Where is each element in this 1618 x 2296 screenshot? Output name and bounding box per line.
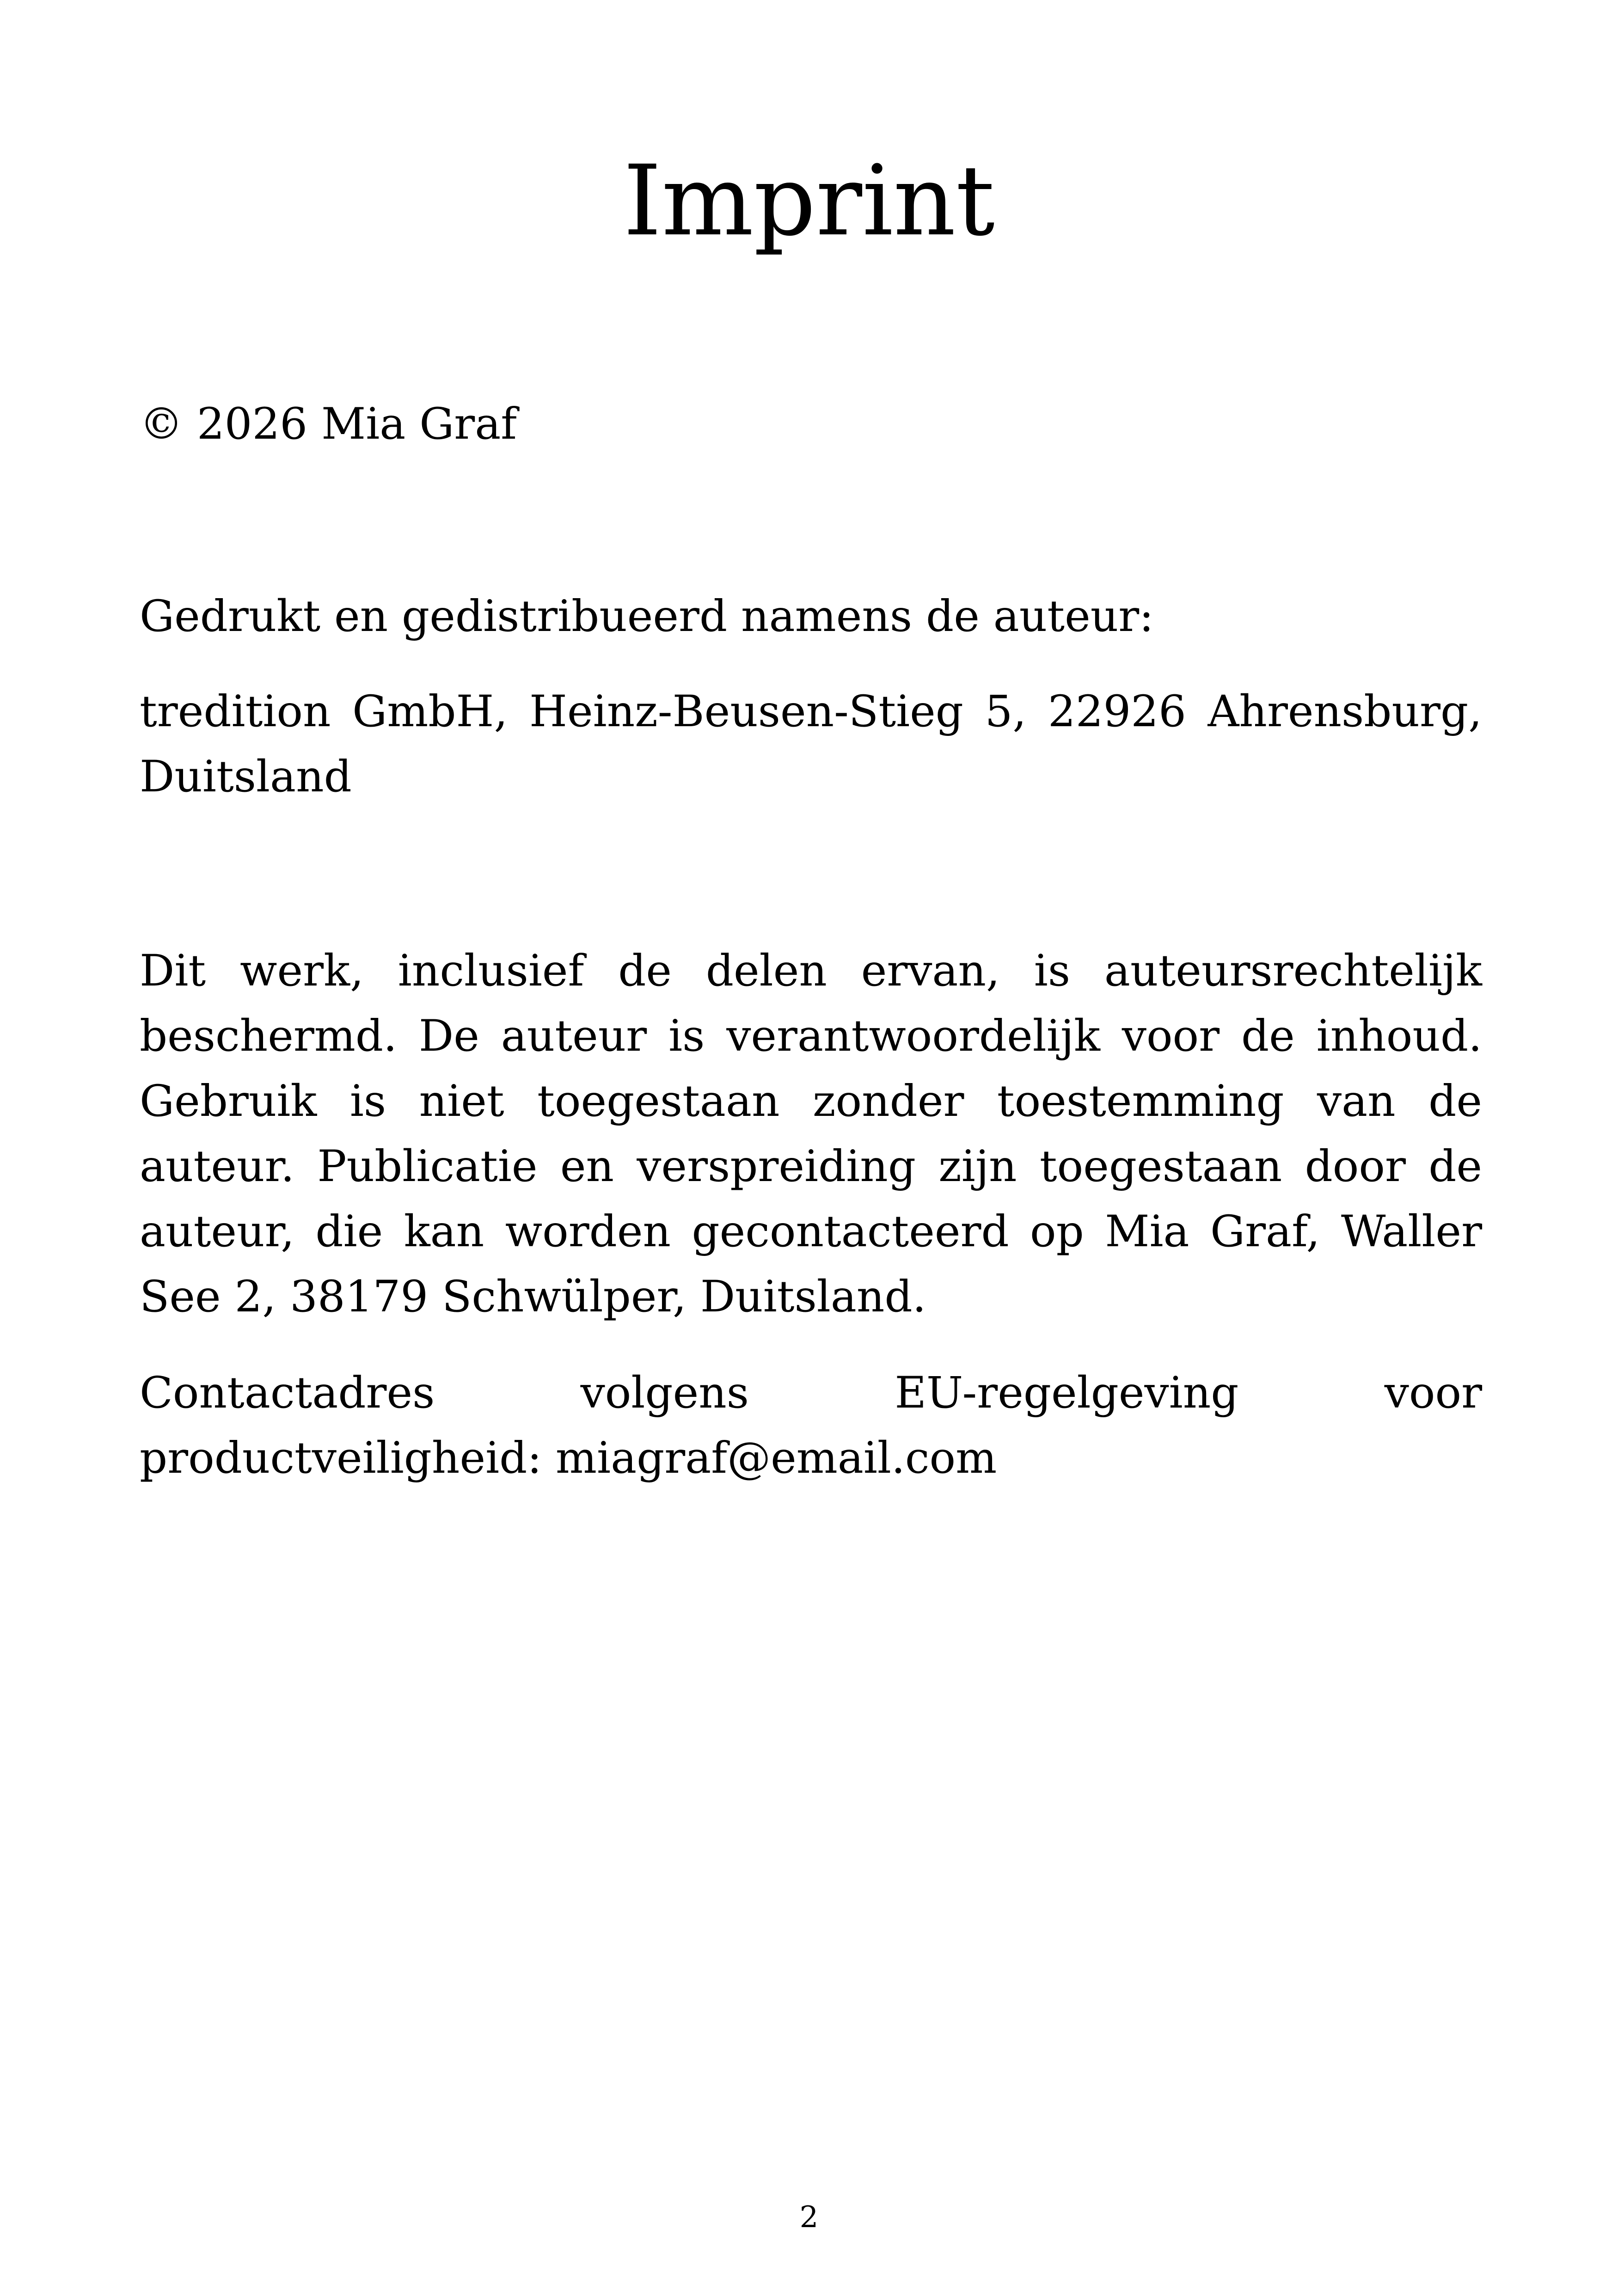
printed-distributed-label: Gedrukt en gedistribueerd namens de auteur:	[140, 591, 1154, 642]
rights-paragraph: Dit werk, inclusief de delen ervan, is auteursrechtelijk beschermd. De auteur is verantwoordelijk voor de inhoud. Gebruik is niet toegestaan zonder toestemming van de auteur. Publicatie en verspreiding zijn toegestaan door de auteur, die kan worden gecontacteerd op Mia Graf, Waller See 2, 38179 Schwülper, Duitsland.	[140, 946, 1482, 1322]
contact-paragraph: Contactadres volgens EU-regelgeving voor productveiligheid: miagraf@email.com	[140, 1368, 1482, 1483]
page-title: Imprint	[623, 144, 995, 257]
publisher-address: tredition GmbH, Heinz-Beusen-Stieg 5, 22926 Ahrensburg, Duitsland	[140, 686, 1482, 802]
copyright-line: © 2026 Mia Graf	[140, 399, 517, 449]
page-number: 2	[799, 2200, 819, 2235]
